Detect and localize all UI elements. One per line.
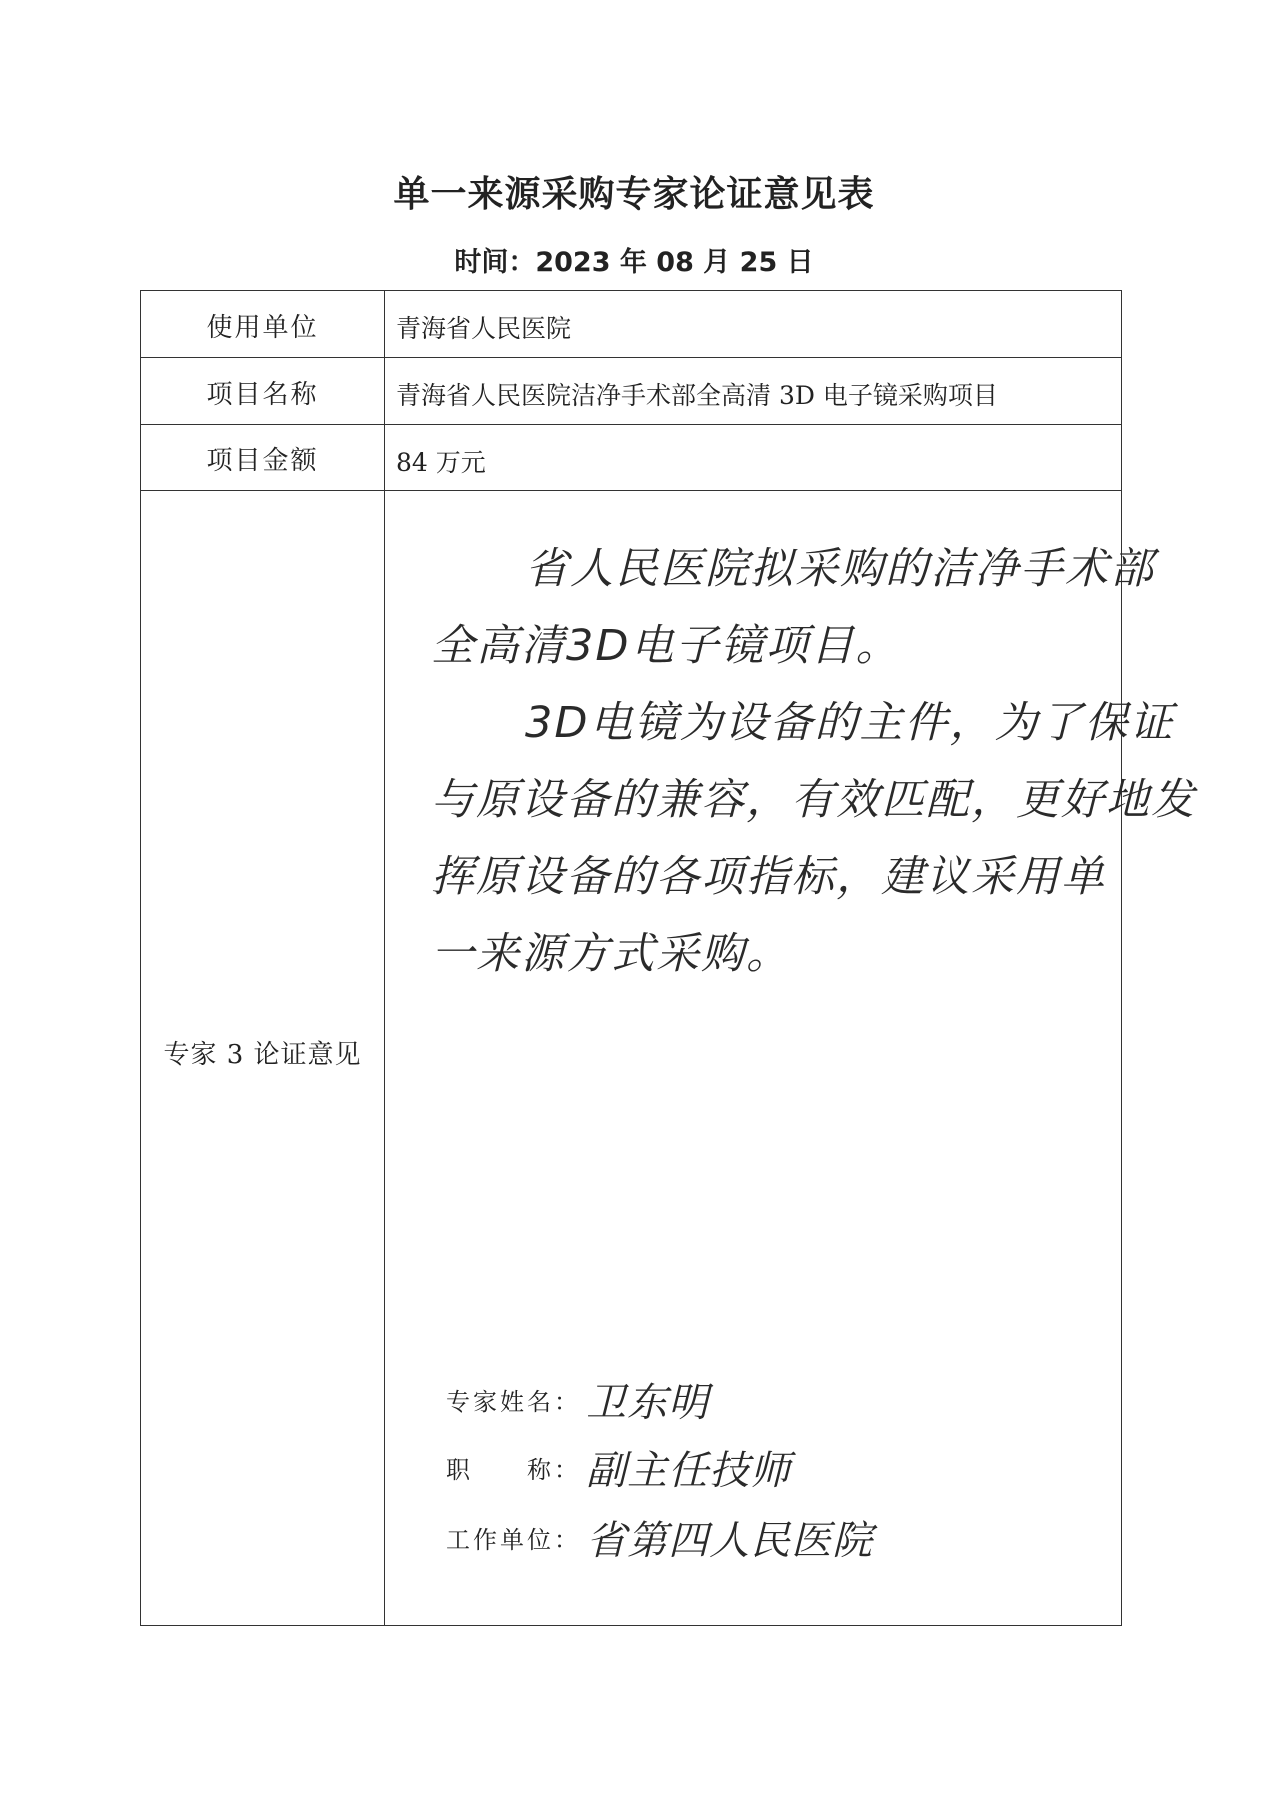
expert-title-label: 职 称： (446, 1456, 581, 1484)
handwritten-line: 挥原设备的各项指标，建议采用单 (431, 852, 1106, 902)
column-divider (384, 291, 385, 1625)
handwritten-line: 与原设备的兼容，有效匹配，更好地发 (431, 775, 1196, 825)
form-title: 单一来源采购专家论证意见表 (393, 174, 875, 215)
row-divider (141, 490, 1121, 491)
expert-name-label: 专家姓名： (446, 1388, 581, 1416)
handwritten-line: 全高清3D电子镜项目。 (431, 621, 901, 671)
row-divider (141, 424, 1121, 425)
signature-title-row (446, 1439, 792, 1494)
value-user-unit: 青海省人民医院 (396, 314, 572, 343)
value-project-name: 青海省人民医院洁净手术部全高清 3D 电子镜采购项目 (396, 381, 998, 410)
handwritten-line: 省人民医院拟采购的洁净手术部 (525, 544, 1155, 594)
expert-name-signature: 卫东明 (586, 1380, 710, 1426)
value-project-amount: 84 万元 (396, 448, 486, 477)
form-date: 时间：2023 年 08 月 25 日 (454, 247, 814, 278)
work-unit-label: 工作单位： (446, 1526, 581, 1554)
signature-unit-row (446, 1509, 874, 1564)
work-unit-value: 省第四人民医院 (586, 1518, 874, 1564)
signature-name-row (446, 1371, 710, 1426)
label-user-unit: 使用单位 (206, 313, 319, 343)
handwritten-opinion (431, 531, 1196, 993)
opinion-table (140, 290, 1196, 1626)
row-divider (141, 357, 1121, 358)
label-project-name: 项目名称 (206, 380, 319, 410)
label-project-amount: 项目金额 (206, 446, 319, 476)
expert-title-value: 副主任技师 (586, 1448, 792, 1494)
label-expert-opinion: 专家 3 论证意见 (163, 1040, 362, 1070)
handwritten-line: 3D电镜为设备的主件，为了保证 (525, 698, 1175, 748)
handwritten-line: 一来源方式采购。 (431, 929, 791, 979)
